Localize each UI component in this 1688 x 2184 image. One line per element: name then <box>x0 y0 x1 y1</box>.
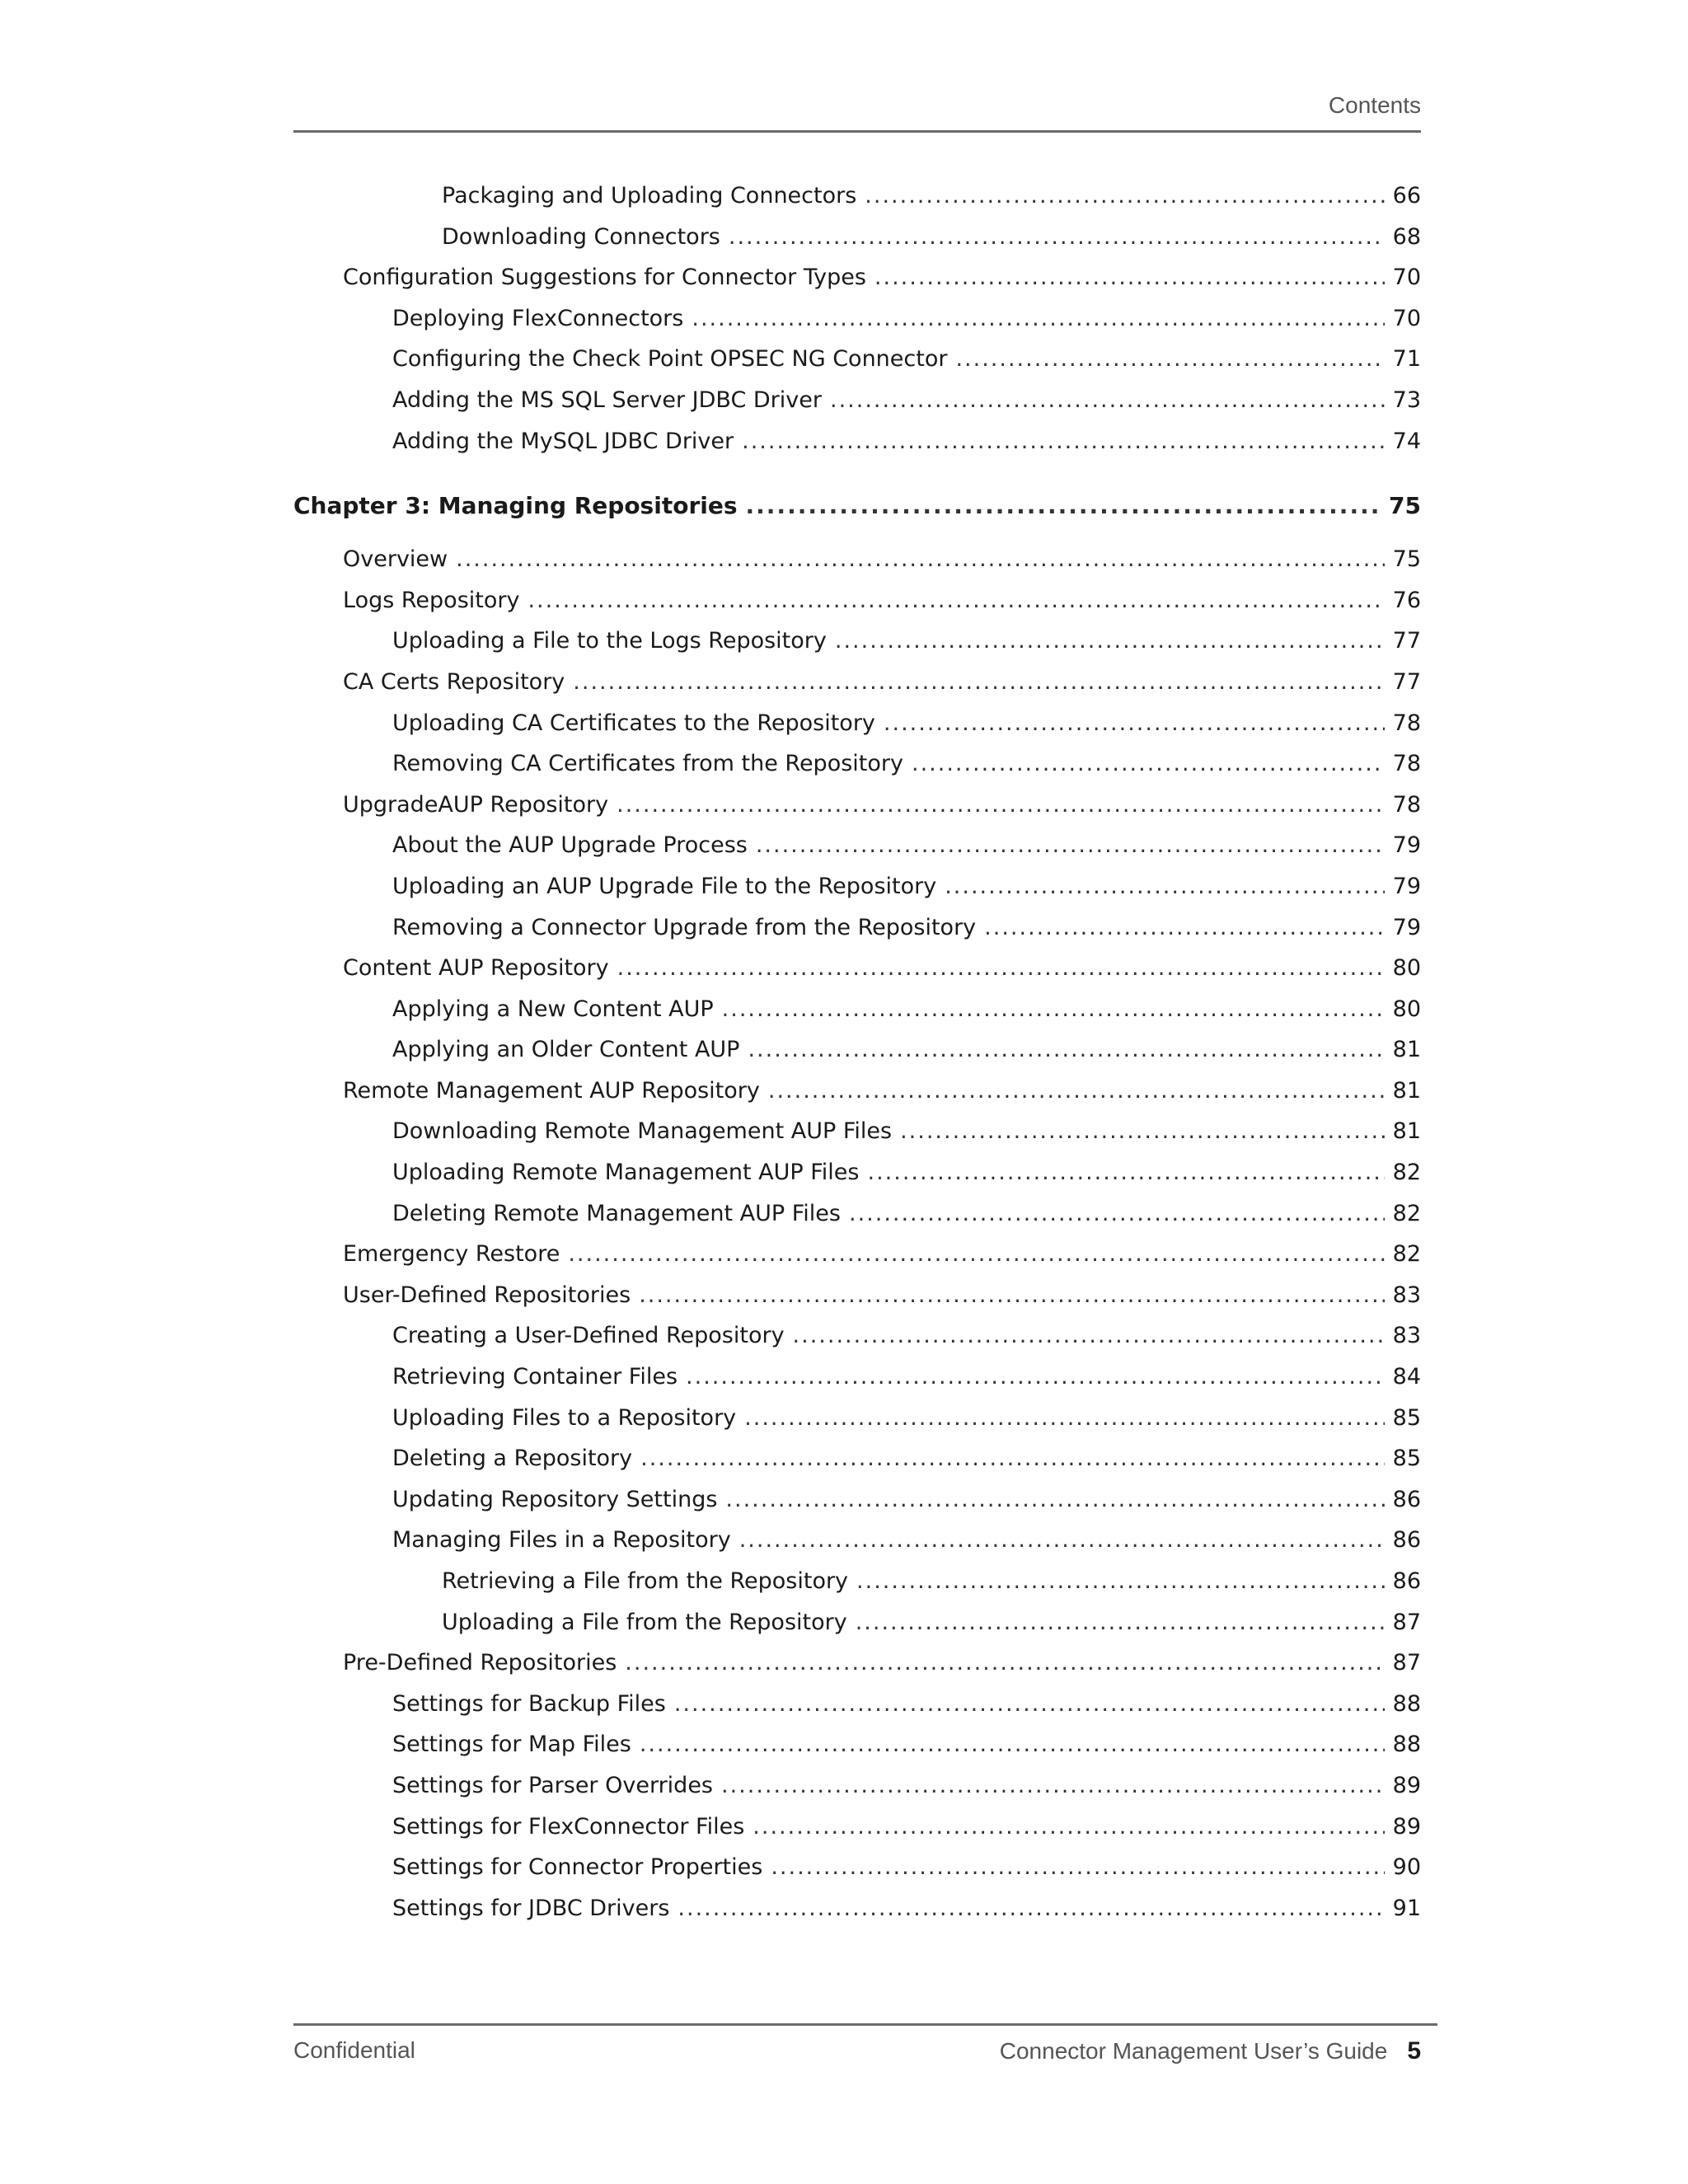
toc-entry-page: 66 <box>1392 183 1421 209</box>
toc-dot-leader <box>573 669 1384 695</box>
toc-entry-title: Pre-Defined Repositories <box>343 1650 617 1676</box>
toc-entry[interactable] <box>293 1814 1421 1855</box>
toc-entry-title: User-Defined Repositories <box>343 1282 631 1308</box>
toc-entry[interactable] <box>293 1364 1421 1405</box>
toc-entry-page: 79 <box>1392 832 1421 859</box>
toc-entry[interactable] <box>293 265 1421 306</box>
toc-entry-title: Retrieving a File from the Repository <box>442 1568 849 1594</box>
toc-dot-leader <box>771 1854 1384 1880</box>
page-footer <box>293 2023 1437 2075</box>
toc-entry-title: Configuration Suggestions for Connector Types <box>343 265 866 291</box>
toc-entry[interactable] <box>293 710 1421 752</box>
toc-entry-title: Deleting a Repository <box>392 1446 633 1472</box>
toc-entry[interactable] <box>293 1405 1421 1446</box>
toc-chapter-heading[interactable] <box>293 492 1421 533</box>
toc-entry-page: 75 <box>1392 546 1421 573</box>
toc-entry[interactable] <box>293 628 1421 669</box>
toc-dot-leader <box>640 1446 1385 1471</box>
toc-entry-page: 82 <box>1392 1160 1421 1186</box>
toc-entry-title: Creating a User-Defined Repository <box>392 1323 785 1349</box>
toc-dot-leader <box>874 265 1385 290</box>
toc-entry-page: 73 <box>1392 387 1421 413</box>
header-title: Contents <box>1328 92 1421 118</box>
toc-entry-title: Uploading Files to a Repository <box>392 1404 737 1431</box>
toc-entry-page: 80 <box>1392 996 1421 1022</box>
toc-entry-page: 91 <box>1392 1895 1421 1921</box>
toc-dot-leader <box>639 1282 1384 1308</box>
toc-entry[interactable] <box>293 1446 1421 1487</box>
toc-dot-leader <box>856 1610 1385 1635</box>
toc-dot-leader <box>744 1405 1384 1431</box>
toc-entry-page: 76 <box>1392 587 1421 613</box>
toc-dot-leader <box>884 710 1385 736</box>
toc-entry-title: Emergency Restore <box>343 1241 560 1268</box>
toc-entry-title: Updating Repository Settings <box>392 1486 718 1512</box>
toc-dot-leader <box>756 832 1385 858</box>
toc-entry-page: 77 <box>1392 668 1421 695</box>
toc-dot-leader <box>984 915 1384 940</box>
toc-entry[interactable] <box>293 1896 1421 1937</box>
toc-entry-title: UpgradeAUP Repository <box>343 791 609 818</box>
toc-entry-page: 89 <box>1392 1813 1421 1840</box>
toc-entry-title: Deploying FlexConnectors <box>392 305 684 331</box>
toc-entry-page: 88 <box>1392 1690 1421 1717</box>
toc-entry-page: 78 <box>1392 710 1421 736</box>
toc-entry-page: 84 <box>1392 1364 1421 1390</box>
toc-entry-title: Uploading Remote Management AUP Files <box>392 1160 860 1186</box>
toc-entry[interactable] <box>293 1610 1421 1651</box>
toc-entry[interactable] <box>293 429 1421 470</box>
footer-page-number: 5 <box>1407 2037 1421 2064</box>
toc-entry-title: Applying an Older Content AUP <box>392 1037 740 1063</box>
toc-entry-title: Remote Management AUP Repository <box>343 1077 760 1104</box>
toc-entry-title: About the AUP Upgrade Process <box>392 832 748 859</box>
toc-dot-leader <box>617 792 1385 818</box>
toc-dot-leader <box>912 751 1385 776</box>
toc-entry-page: 81 <box>1392 1077 1421 1104</box>
toc-entry-title: Settings for Connector Properties <box>392 1854 763 1881</box>
toc-entry[interactable] <box>293 387 1421 429</box>
toc-entry-title: Managing Files in a Repository <box>392 1527 731 1554</box>
toc-entry-title: CA Certs Repository <box>343 668 565 695</box>
toc-entry[interactable] <box>293 1201 1421 1242</box>
toc-entry-title: Overview <box>343 546 448 573</box>
toc-entry-page: 78 <box>1392 791 1421 818</box>
toc-entry-page: 75 <box>1389 492 1421 520</box>
toc-entry-title: Deleting Remote Management AUP Files <box>392 1200 841 1226</box>
toc-entry[interactable] <box>293 1037 1421 1078</box>
toc-entry-title: Downloading Remote Management AUP Files <box>392 1118 893 1145</box>
toc-entry[interactable] <box>293 874 1421 915</box>
toc-entry[interactable] <box>293 1282 1421 1324</box>
toc-dot-leader <box>729 224 1385 250</box>
toc-dot-leader <box>456 546 1385 572</box>
toc-entry-title: Packaging and Uploading Connectors <box>442 183 857 209</box>
toc-dot-leader <box>725 1487 1384 1512</box>
toc-entry-page: 81 <box>1392 1118 1421 1145</box>
toc-entry-page: 79 <box>1392 914 1421 940</box>
toc-entry-title: Removing a Connector Upgrade from the Repository <box>392 914 977 940</box>
toc-dot-leader <box>793 1323 1385 1348</box>
toc-entry-page: 70 <box>1392 305 1421 331</box>
toc-dot-leader <box>830 387 1385 413</box>
toc-entry[interactable] <box>293 1241 1421 1282</box>
toc-dot-leader <box>686 1364 1385 1390</box>
toc-entry-title: Settings for Map Files <box>392 1732 631 1758</box>
toc-dot-leader <box>900 1118 1385 1144</box>
toc-entry-page: 71 <box>1392 346 1421 373</box>
toc-entry-page: 86 <box>1392 1527 1421 1554</box>
toc-entry[interactable] <box>293 1078 1421 1119</box>
toc-entry-page: 87 <box>1392 1650 1421 1676</box>
toc-dot-leader <box>739 1527 1385 1553</box>
toc-entry-page: 87 <box>1392 1609 1421 1635</box>
toc-entry-title: Settings for Parser Overrides <box>392 1772 713 1798</box>
toc-entry[interactable] <box>293 1568 1421 1610</box>
toc-entry-title: Settings for FlexConnector Files <box>392 1813 745 1840</box>
toc-dot-leader <box>753 1814 1384 1840</box>
toc-dot-leader <box>865 183 1384 209</box>
toc-dot-leader <box>868 1160 1385 1185</box>
toc-entry[interactable] <box>293 1487 1421 1528</box>
toc-dot-leader <box>748 1037 1384 1062</box>
toc-entry-page: 90 <box>1392 1854 1421 1881</box>
toc-entry[interactable] <box>293 1160 1421 1201</box>
toc-entry-page: 83 <box>1392 1323 1421 1349</box>
toc-entry-page: 86 <box>1392 1486 1421 1512</box>
toc-entry-title: Logs Repository <box>343 587 520 613</box>
toc-entry-page: 78 <box>1392 751 1421 777</box>
toc-entry-page: 77 <box>1392 628 1421 654</box>
toc-entry-page: 79 <box>1392 873 1421 899</box>
toc-entry-page: 82 <box>1392 1200 1421 1226</box>
toc-entry[interactable] <box>293 546 1421 588</box>
toc-entry[interactable] <box>293 224 1421 265</box>
toc-entry[interactable] <box>293 306 1421 347</box>
page-header <box>293 89 1421 133</box>
toc-entry[interactable] <box>293 996 1421 1038</box>
toc-dot-leader <box>721 1773 1385 1798</box>
toc-entry[interactable] <box>293 1691 1421 1732</box>
toc-entry-page: 85 <box>1392 1446 1421 1472</box>
toc-entry[interactable] <box>293 669 1421 710</box>
toc-entry-page: 82 <box>1392 1241 1421 1268</box>
toc-entry[interactable] <box>293 751 1421 792</box>
footer-guide-title: Connector Management User’s Guide <box>999 2038 1388 2064</box>
toc-dot-leader <box>746 492 1381 519</box>
toc-entry[interactable] <box>293 1854 1421 1896</box>
toc-entry-title: Adding the MS SQL Server JDBC Driver <box>392 387 822 413</box>
toc-entry[interactable] <box>293 832 1421 874</box>
toc-dot-leader <box>955 346 1384 372</box>
toc-entry-title: Settings for Backup Files <box>392 1690 666 1717</box>
toc-dot-leader <box>640 1732 1385 1757</box>
toc-dot-leader <box>849 1201 1385 1226</box>
toc-entry[interactable] <box>293 588 1421 629</box>
footer-guide-info <box>1000 2037 1421 2065</box>
toc-entry-title: Chapter 3: Managing Repositories <box>293 492 738 520</box>
toc-entry-title: Removing CA Certificates from the Repository <box>392 751 903 777</box>
toc-entry-page: 68 <box>1392 223 1421 250</box>
toc-entry-title: Uploading a File from the Repository <box>442 1609 847 1635</box>
toc-entry-title: Configuring the Check Point OPSEC NG Connector <box>392 346 948 373</box>
toc-dot-leader <box>625 1650 1384 1675</box>
toc-dot-leader <box>856 1568 1385 1594</box>
toc-entry-page: 83 <box>1392 1282 1421 1308</box>
toc-entry-title: Settings for JDBC Drivers <box>392 1895 670 1921</box>
toc-entry[interactable] <box>293 1773 1421 1814</box>
toc-entry[interactable] <box>293 1732 1421 1773</box>
toc-dot-leader <box>678 1896 1384 1921</box>
toc-entry-page: 74 <box>1392 428 1421 454</box>
toc-entry-page: 85 <box>1392 1404 1421 1431</box>
toc-entry-title: Uploading an AUP Upgrade File to the Repository <box>392 873 937 899</box>
table-of-contents <box>293 183 1421 1936</box>
footer-confidential-label: Confidential <box>293 2037 415 2063</box>
toc-entry[interactable] <box>293 1118 1421 1160</box>
toc-entry-page: 70 <box>1392 265 1421 291</box>
toc-entry[interactable] <box>293 915 1421 956</box>
toc-entry-page: 81 <box>1392 1037 1421 1063</box>
toc-dot-leader <box>528 588 1384 613</box>
toc-dot-leader <box>742 429 1385 454</box>
toc-entry-title: Applying a New Content AUP <box>392 996 714 1022</box>
toc-dot-leader <box>768 1078 1385 1104</box>
toc-entry-title: Adding the MySQL JDBC Driver <box>392 428 734 454</box>
toc-entry[interactable] <box>293 183 1421 224</box>
toc-entry[interactable] <box>293 346 1421 387</box>
toc-entry-page: 89 <box>1392 1772 1421 1798</box>
toc-dot-leader <box>722 996 1385 1022</box>
toc-dot-leader <box>945 874 1384 899</box>
toc-entry[interactable] <box>293 1323 1421 1364</box>
toc-entry-title: Uploading a File to the Logs Repository <box>392 628 827 654</box>
toc-entry-page: 88 <box>1392 1732 1421 1758</box>
toc-entry[interactable] <box>293 955 1421 996</box>
toc-dot-leader <box>692 306 1384 331</box>
toc-entry-title: Downloading Connectors <box>442 223 720 250</box>
toc-dot-leader <box>674 1691 1385 1717</box>
toc-dot-leader <box>568 1241 1384 1267</box>
toc-entry-title: Content AUP Repository <box>343 955 609 982</box>
toc-entry-title: Retrieving Container Files <box>392 1364 678 1390</box>
toc-entry[interactable] <box>293 1527 1421 1568</box>
toc-entry-page: 86 <box>1392 1568 1421 1594</box>
toc-entry-page: 80 <box>1392 955 1421 982</box>
toc-entry-title: Uploading CA Certificates to the Repository <box>392 710 875 736</box>
toc-dot-leader <box>617 955 1385 981</box>
toc-dot-leader <box>835 628 1385 654</box>
toc-entry[interactable] <box>293 1650 1421 1691</box>
toc-entry[interactable] <box>293 792 1421 833</box>
